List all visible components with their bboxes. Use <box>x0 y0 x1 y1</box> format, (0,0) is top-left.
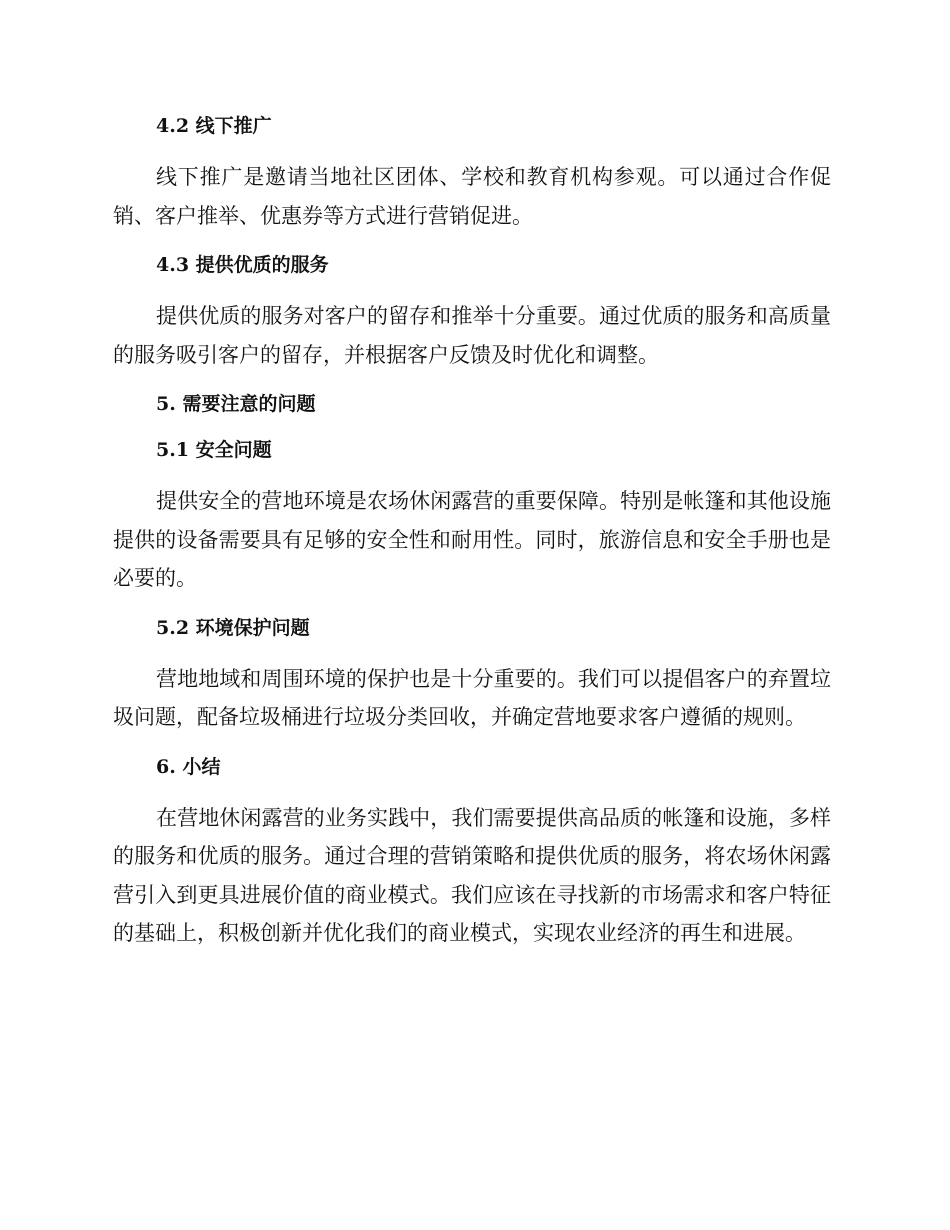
paragraph-safety: 提供安全的营地环境是农场休闲露营的重要保障。特别是帐篷和其他设施提供的设备需要具有足够的安全性和耐用性。同时，旅游信息和安全手册也是必要的。 <box>113 489 831 590</box>
paragraph-summary: 在营地休闲露营的业务实践中，我们需要提供高品质的帐篷和设施，多样的服务和优质的服务。通过合理的营销策略和提供优质的服务，将农场休闲露营引入到更具进展价值的商业模式。我们应该在寻找新的市场需求和客户特征的基础上，积极创新并优化我们的商业模式，实现农业经济的再生和进展。 <box>113 805 831 945</box>
document-body <box>113 110 831 953</box>
heading-4-2: 4.2 线下推广 <box>156 115 272 137</box>
heading-6: 6. 小结 <box>156 755 221 778</box>
paragraph-offline-promotion: 线下推广是邀请当地社区团体、学校和教育机构参观。可以通过合作促销、客户推举、优惠券等方式进行营销促进。 <box>113 165 831 228</box>
heading-5-2: 5.2 环境保护问题 <box>156 616 310 639</box>
paragraph-environment: 营地地域和周围环境的保护也是十分重要的。我们可以提倡客户的弃置垃圾问题，配备垃圾桶进行垃圾分类回收，并确定营地要求客户遵循的规则。 <box>113 666 831 729</box>
heading-4-3: 4.3 提供优质的服务 <box>156 254 329 276</box>
heading-5: 5. 需要注意的问题 <box>156 393 316 415</box>
heading-5-1: 5.1 安全问题 <box>156 439 272 461</box>
paragraph-quality-service: 提供优质的服务对客户的留存和推举十分重要。通过优质的服务和高质量的服务吸引客户的留存，并根据客户反馈及时优化和调整。 <box>113 304 831 367</box>
